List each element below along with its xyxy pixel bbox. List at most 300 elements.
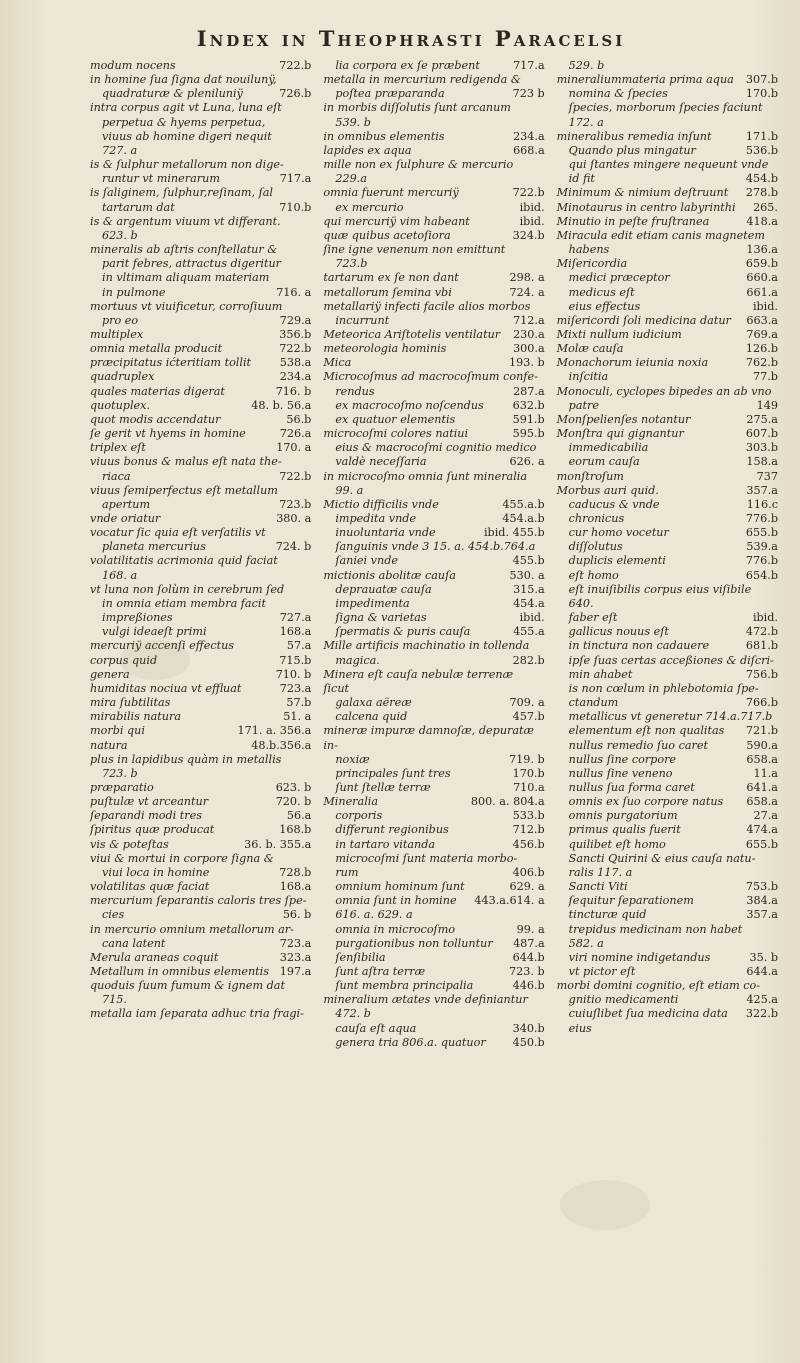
index-entry (90, 413, 311, 427)
entry-page-ref: 724. b (275, 540, 312, 554)
entry-page-ref: 655.b (745, 837, 778, 851)
index-entry (557, 993, 778, 1007)
entry-term: omnia in microcoſmo (335, 922, 456, 936)
index-entry (90, 243, 311, 257)
index-entry (323, 795, 544, 809)
entry-term: vt pictor eſt (568, 965, 636, 978)
entry-page-ref: 530. a (509, 568, 545, 582)
entry-page-ref: 446.b (512, 979, 545, 993)
entry-term: qui ſtantes mingere nequeunt vnde (568, 158, 769, 172)
index-entry (557, 526, 778, 540)
index-entry (557, 965, 778, 979)
entry-term: nullus ſine veneno (568, 766, 673, 780)
entry-page-ref: 126.b (745, 342, 778, 356)
entry-term: eius (568, 1021, 592, 1035)
entry-page-ref: 623. b (275, 780, 312, 794)
index-entry (323, 300, 544, 314)
index-entry (90, 583, 311, 597)
index-entry (557, 172, 778, 186)
entry-page-ref: ibid. 455.b (483, 526, 545, 540)
index-entry (323, 639, 544, 653)
entry-page-ref: 722.b (279, 342, 312, 356)
index-entry (323, 484, 544, 498)
entry-term: pro eo (102, 313, 139, 327)
entry-page-ref: 723. b (509, 965, 545, 978)
index-entry (557, 87, 778, 101)
entry-term: corpus quid (90, 653, 158, 667)
index-entry (90, 215, 311, 229)
entry-term: gallicus nouus eſt (568, 625, 669, 639)
entry-term: viuus ſemiperfectus eſt metallum (90, 483, 278, 497)
index-entry (90, 130, 311, 144)
entry-term: 616. a. 629. a (335, 908, 413, 922)
entry-page-ref: 323.a (279, 950, 312, 964)
index-entry (323, 823, 544, 837)
index-entry (90, 101, 311, 115)
index-entry (90, 158, 311, 172)
entry-page-ref: 756.b (745, 667, 778, 681)
entry-term: in morbis diſſolutis ſunt arcanum (323, 101, 511, 115)
index-entry (557, 809, 778, 823)
entry-page-ref: 57.b (286, 696, 312, 710)
entry-page-ref: 418.a (746, 214, 778, 228)
entry-page-ref: 654.b (745, 568, 778, 582)
index-entry (323, 116, 544, 130)
entry-page-ref: 722.b (512, 186, 545, 200)
index-entry (323, 965, 544, 979)
entry-term: differunt regionibus (335, 823, 449, 837)
entry-page-ref: 48.b.356.a (251, 738, 312, 752)
entry-term: monſtroſum (556, 469, 624, 483)
index-entry (90, 880, 311, 894)
index-entry (90, 753, 311, 767)
entry-term: cies (102, 908, 125, 922)
entry-term: cuiuſlibet ſua medicina data (568, 1007, 728, 1021)
entry-term: Monoculi, cyclopes bipedes an ab vno (556, 384, 772, 398)
entry-term: omnis ex ſuo corpore natus (568, 795, 724, 809)
entry-page-ref: ibid. (519, 214, 545, 228)
entry-term: mortuus vt viuificetur, corroſiuum (90, 299, 283, 313)
entry-page-ref: 322.b (745, 1007, 778, 1021)
entry-term: volatilitatis acrimonia quid faciat (90, 554, 278, 568)
entry-page-ref: 681.b (745, 639, 778, 653)
entry-page-ref: 197.a (279, 965, 312, 978)
entry-page-ref: 454.a.b (502, 512, 545, 525)
entry-page-ref: 668.a (513, 143, 545, 157)
entry-page-ref: 455.a.b (502, 497, 545, 511)
entry-term: intra corpus agit vt Luna, luna eſt (90, 101, 282, 115)
entry-term: lapides ex aqua (323, 143, 412, 157)
entry-page-ref: 641.a (746, 780, 778, 794)
entry-page-ref: 425.a (746, 993, 778, 1007)
index-entry (323, 951, 544, 965)
entry-term: vt luna non ſolùm in cerebrum ſed (90, 582, 285, 596)
index-entry (557, 512, 778, 526)
entry-page-ref: ibid. (752, 611, 778, 625)
entry-page-ref: 710.b (279, 200, 312, 214)
index-entry (90, 172, 311, 186)
entry-page-ref: 629. a (509, 880, 545, 894)
entry-term: quot modis accendatur (90, 412, 221, 426)
entry-page-ref: 324.b (512, 228, 545, 242)
entry-term: triplex eſt (90, 441, 146, 455)
index-entry (323, 894, 544, 908)
entry-page-ref: 11.a (753, 766, 778, 780)
index-entry (557, 215, 778, 229)
entry-page-ref: 149 (756, 398, 778, 412)
entry-page-ref: 357.a (746, 908, 778, 922)
entry-page-ref: 454.a (513, 596, 545, 610)
entry-term: omnia fuerunt mercuriÿ (323, 186, 459, 200)
entry-term: impreßiones (102, 611, 173, 625)
entry-page-ref: 595.b (512, 427, 545, 441)
entry-term: in tinctura non cadauere (568, 639, 710, 653)
entry-term: Minimum & nimium deſtruunt (556, 186, 729, 200)
entry-term: quales materias digerat (90, 384, 225, 398)
index-entry (323, 314, 544, 328)
entry-page-ref: 384.a (746, 894, 778, 908)
index-entry (323, 342, 544, 356)
entry-term: microcoſmi ſunt materia morbo- (335, 851, 518, 865)
index-entry (90, 611, 311, 625)
index-entry (557, 1022, 778, 1036)
entry-term: tartarum ex ſe non dant (323, 271, 459, 285)
entry-term: 623. b (102, 228, 138, 242)
entry-term: ſunt aſtra terræ (335, 965, 426, 978)
index-entry (323, 1022, 544, 1036)
index-entry (90, 710, 311, 724)
entry-page-ref: 717.a (513, 59, 545, 72)
index-entry (557, 356, 778, 370)
entry-term: Meteorica Ariſtotelis ventilatur (323, 327, 501, 341)
index-entry (90, 512, 311, 526)
entry-term: modum nocens (90, 59, 176, 72)
index-entry (323, 937, 544, 951)
entry-page-ref: 716. a (276, 285, 312, 299)
entry-term: in vltimam aliquam materiam (102, 271, 270, 285)
entry-term: gnitio medicamenti (568, 993, 679, 1007)
paper-stain (120, 640, 190, 680)
index-entry (557, 696, 778, 710)
entry-term: mineralium ætates vnde definiantur (323, 993, 528, 1007)
entry-term: 539. b (335, 115, 371, 129)
entry-term: Sancti Viti (568, 880, 628, 894)
entry-term: in microcoſmo omnia ſunt mineralia (323, 469, 528, 483)
index-entry (90, 908, 311, 922)
entry-term: ſenſibilia (335, 950, 386, 964)
entry-page-ref: 590.a (746, 738, 778, 752)
entry-term: mineralibus remedia inſunt (556, 129, 712, 143)
entry-page-ref: 168.a (279, 880, 312, 894)
index-entry (557, 455, 778, 469)
index-entry (323, 215, 544, 229)
index-entry (323, 753, 544, 767)
index-entry (323, 271, 544, 285)
entry-page-ref: 357.a (746, 483, 778, 497)
entry-term: vnde oriatur (90, 512, 161, 525)
entry-page-ref: 99. a (516, 922, 545, 936)
index-columns (44, 59, 778, 1050)
entry-term: microcoſmi colores natiui (323, 427, 469, 441)
entry-term: trepidus medicinam non habet (568, 922, 743, 936)
index-entry (323, 569, 544, 583)
entry-page-ref: 710. b (275, 667, 312, 681)
index-entry (90, 767, 311, 781)
index-entry (557, 328, 778, 342)
entry-term: ſanguinis vnde 3 15. a. 454.b.764.a (335, 540, 536, 554)
entry-term: Monſtra qui gignantur (556, 427, 684, 441)
entry-page-ref: 158.a (746, 455, 778, 469)
entry-term: puſtulæ vt arceantur (90, 795, 209, 809)
index-entry (90, 498, 311, 512)
index-entry (323, 554, 544, 568)
index-entry (323, 866, 544, 880)
entry-term: calcena quid (335, 710, 408, 724)
index-entry (90, 739, 311, 753)
entry-page-ref: 443.a.614. a (474, 894, 545, 908)
index-entry (557, 866, 778, 880)
index-entry (90, 696, 311, 710)
entry-term: deprauatæ cauſa (335, 582, 432, 596)
entry-page-ref: ibid. (519, 611, 545, 625)
index-entry (557, 625, 778, 639)
index-entry (323, 186, 544, 200)
index-entry (323, 201, 544, 215)
entry-term: Miſericordia (556, 257, 628, 271)
index-entry (557, 498, 778, 512)
entry-term: eius & macrocoſmi cognitio medico (335, 441, 537, 455)
entry-page-ref: 712.a (513, 313, 545, 327)
index-entry (557, 314, 778, 328)
index-entry (323, 979, 544, 993)
entry-page-ref: 275.a (746, 412, 778, 426)
entry-term: poſtea præparanda (335, 87, 445, 101)
entry-term: in pulmone (102, 285, 166, 299)
index-entry (557, 257, 778, 271)
index-entry (323, 625, 544, 639)
entry-page-ref: 170.b (745, 87, 778, 101)
entry-term: habens (568, 243, 610, 257)
entry-term: ſine igne venenum non emittunt (323, 243, 506, 257)
entry-term: quotuplex. (90, 398, 151, 412)
entry-term: morbi qui (90, 724, 145, 738)
entry-term: mineralis ab aſtris conſtellatur & (90, 243, 278, 257)
entry-term: id fit (568, 172, 595, 186)
entry-term: humiditas nociua vt effluat (90, 681, 242, 695)
entry-term: Morbus auri quid. (556, 483, 659, 497)
index-entry (323, 908, 544, 922)
entry-page-ref: 626. a (509, 455, 545, 469)
index-entry (557, 554, 778, 568)
index-entry (323, 427, 544, 441)
index-entry (323, 59, 544, 73)
index-entry (557, 724, 778, 738)
entry-page-ref: 719. b (509, 752, 545, 766)
entry-term: 723.b (335, 257, 368, 271)
index-entry (323, 356, 544, 370)
entry-term: parit febres, attractus digeritur (102, 257, 281, 271)
entry-term: Minera eſt cauſa nebulæ terrenæ ſicut (323, 667, 514, 695)
entry-page-ref: 655.b (745, 526, 778, 540)
entry-page-ref: 456.b (512, 837, 545, 851)
entry-term: rendus (335, 384, 375, 398)
index-entry (557, 158, 778, 172)
index-entry (90, 894, 311, 908)
entry-page-ref: 356.b (279, 327, 312, 341)
entry-page-ref: 56.b (286, 412, 312, 426)
entry-page-ref: 300.a (513, 342, 545, 356)
entry-term: valdè neceſſaria (335, 455, 427, 469)
entry-term: Metallum in omnibus elementis (90, 965, 269, 978)
index-entry (557, 682, 778, 696)
entry-page-ref: 644.a (746, 965, 778, 978)
entry-page-ref: 800. a. 804.a (470, 795, 545, 809)
entry-term: quoduis ſuum fumum & ignem dat (90, 979, 285, 993)
entry-term: cauſa eſt aqua (335, 1021, 417, 1035)
index-entry (323, 413, 544, 427)
index-entry (557, 470, 778, 484)
entry-term: Mica (323, 356, 352, 370)
entry-term: 715. (102, 993, 127, 1007)
index-entry (90, 229, 311, 243)
index-entry (557, 300, 778, 314)
entry-term: viuus ab homine digeri nequit (102, 129, 272, 143)
entry-page-ref: 303.b (745, 441, 778, 455)
index-entry (557, 286, 778, 300)
index-entry (323, 696, 544, 710)
entry-page-ref: 659.b (745, 257, 778, 271)
entry-term: qui mercuriÿ vim habeant (323, 214, 470, 228)
entry-term: viui loca in homine (102, 865, 210, 879)
entry-term: patre (568, 398, 599, 412)
entry-term: Merula araneas coquit (90, 950, 219, 964)
index-entry (323, 710, 544, 724)
index-entry (557, 795, 778, 809)
entry-page-ref: 48. b. 56.a (251, 398, 312, 412)
entry-term: Mineralia (323, 795, 379, 809)
entry-term: eorum cauſa (568, 455, 640, 469)
entry-term: Sancti Quirini & eius cauſa natu- (568, 851, 756, 865)
entry-term: ſeparandi modi tres (90, 809, 202, 823)
index-entry (557, 569, 778, 583)
entry-page-ref: 709. a (509, 696, 545, 710)
entry-term: impedita vnde (335, 512, 417, 525)
entry-term: caducus & vnde (568, 497, 660, 511)
entry-term: incurrunt (335, 313, 390, 327)
entry-page-ref: 776.b (745, 512, 778, 525)
index-entry (557, 979, 778, 993)
entry-page-ref: 721.b (745, 724, 778, 738)
index-entry (557, 243, 778, 257)
entry-term: primus qualis fuerit (568, 823, 681, 837)
entry-page-ref: 722.b (279, 469, 312, 483)
entry-term: ſpecies, morborum ſpecies faciunt (568, 101, 763, 115)
entry-term: perpetua & hyems perpetua, (102, 115, 266, 129)
entry-page-ref: 726.b (279, 87, 312, 101)
column-2 (323, 59, 544, 1050)
entry-page-ref: 658.a (746, 752, 778, 766)
index-entry (557, 144, 778, 158)
entry-term: viuus bonus & malus eſt nata the- (90, 455, 282, 469)
entry-term: tincturæ quid (568, 908, 647, 922)
index-entry (323, 399, 544, 413)
index-entry (323, 540, 544, 554)
entry-page-ref: 728.b (279, 865, 312, 879)
entry-term: min ahabet (568, 667, 633, 681)
entry-page-ref: 455.b (512, 554, 545, 568)
entry-term: quæ quibus acetoſiora (323, 228, 451, 242)
entry-page-ref: 762.b (745, 356, 778, 370)
index-entry (90, 724, 311, 738)
index-entry (323, 101, 544, 115)
entry-term: medici præceptor (568, 271, 670, 285)
entry-term: diſſolutus (568, 540, 623, 554)
entry-term: duplicis elementi (568, 554, 666, 568)
entry-term: Minotaurus in centro labyrinthi (556, 200, 736, 214)
index-entry (557, 229, 778, 243)
entry-page-ref: 265. (753, 200, 778, 214)
index-entry (557, 116, 778, 130)
index-entry (90, 470, 311, 484)
entry-term: quilibet eſt homo (568, 837, 666, 851)
entry-page-ref: 644.b (512, 950, 545, 964)
paper-stain (560, 1180, 650, 1230)
entry-term: elementum eſt non qualitas (568, 724, 725, 738)
index-entry (557, 937, 778, 951)
entry-term: nullus ſine corpore (568, 752, 677, 766)
entry-term: 582. a (568, 936, 604, 950)
entry-page-ref: 457.b (512, 710, 545, 724)
entry-term: in omnia etiam membra facit (102, 596, 266, 610)
index-entry (323, 611, 544, 625)
index-entry (90, 399, 311, 413)
index-entry (90, 144, 311, 158)
entry-term: eius effectus (568, 299, 641, 313)
entry-term: omnia metalla producit (90, 342, 223, 356)
entry-term: is & argentum viuum vt differant. (90, 214, 281, 228)
entry-term: Mictio difficilis vnde (323, 497, 439, 511)
index-entry (90, 937, 311, 951)
index-entry (557, 583, 778, 597)
entry-page-ref: 56.a (286, 809, 312, 823)
entry-page-ref: 737 (756, 469, 778, 483)
entry-term: chronicus (568, 512, 625, 525)
index-entry (557, 894, 778, 908)
index-entry (557, 923, 778, 937)
entry-term: Monſpelienſes notantur (556, 412, 691, 426)
index-entry (90, 668, 311, 682)
entry-page-ref: ibid. (519, 200, 545, 214)
index-entry (557, 399, 778, 413)
index-entry (557, 908, 778, 922)
entry-term: Molæ cauſa (556, 342, 624, 356)
entry-page-ref: 193. b (509, 356, 545, 370)
index-entry (323, 923, 544, 937)
entry-term: vis & poteſtas (90, 837, 169, 851)
index-entry (557, 597, 778, 611)
index-entry (557, 951, 778, 965)
entry-page-ref: 454.b (745, 172, 778, 186)
entry-page-ref: 170. a (276, 441, 312, 455)
entry-page-ref: 716. b (275, 384, 312, 398)
index-entry (323, 597, 544, 611)
entry-page-ref: 715.b (279, 653, 312, 667)
index-entry (323, 370, 544, 384)
index-entry (90, 484, 311, 498)
entry-term: mineræ impuræ damnoſæ, depuratæ in- (323, 724, 535, 752)
entry-term: magica. (335, 653, 380, 667)
index-entry (90, 852, 311, 866)
